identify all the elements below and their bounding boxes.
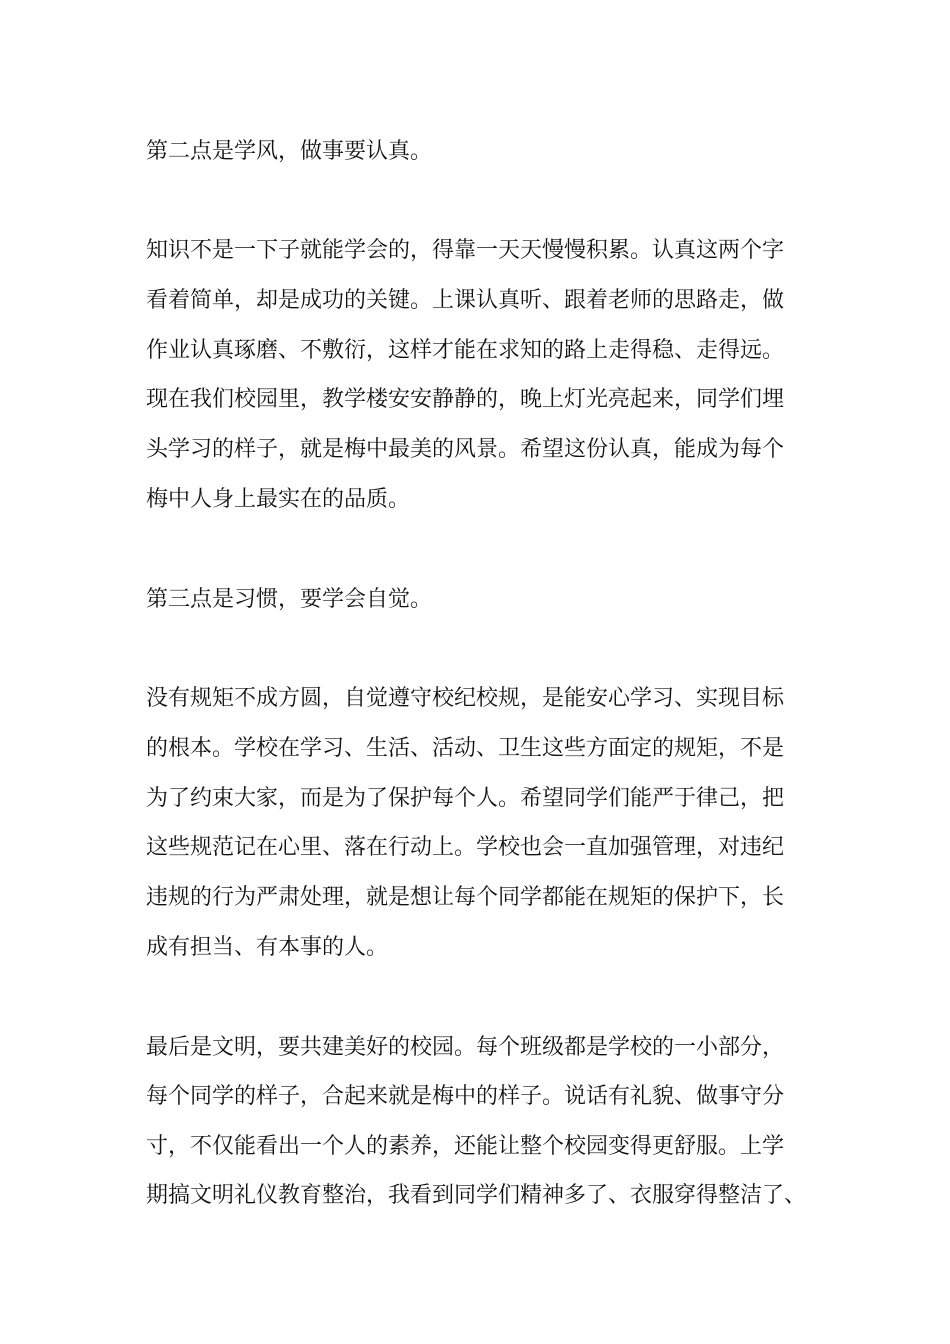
paragraph-2-line-4: 现在我们校园里，教学楼安安静静的，晚上灯光亮起来，同学们埋 [146, 387, 785, 412]
paragraph-4-line-2: 的根本。学校在学习、生活、活动、卫生这些方面定的规矩，不是 [146, 736, 785, 761]
paragraph-3-line-1: 第三点是习惯，要学会自觉。 [146, 587, 433, 612]
paragraph-5-line-4: 期搞文明礼仪教育整治，我看到同学们精神多了、衣服穿得整洁了、 [146, 1183, 807, 1208]
paragraph-4-line-6: 成有担当、有本事的人。 [146, 935, 389, 960]
paragraph-2-line-5: 头学习的样子，就是梅中最美的风景。希望这份认真，能成为每个 [146, 437, 785, 462]
paragraph-1-line-1: 第二点是学风，做事要认真。 [146, 139, 433, 164]
paragraph-5-line-2: 每个同学的样子，合起来就是梅中的样子。说话有礼貌、做事守分 [146, 1084, 785, 1109]
paragraph-2-line-2: 看着简单，却是成功的关键。上课认真听、跟着老师的思路走，做 [146, 288, 785, 313]
paragraph-4-line-3: 为了约束大家，而是为了保护每个人。希望同学们能严于律己，把 [146, 786, 785, 811]
paragraph-4-line-5: 违规的行为严肃处理，就是想让每个同学都能在规矩的保护下，长 [146, 885, 785, 910]
paragraph-5-line-1: 最后是文明，要共建美好的校园。每个班级都是学校的一小部分， [146, 1035, 785, 1060]
paragraph-4-line-1: 没有规矩不成方圆，自觉遵守校纪校规，是能安心学习、实现目标 [146, 686, 785, 711]
paragraph-2-line-1: 知识不是一下子就能学会的，得靠一天天慢慢积累。认真这两个字 [146, 238, 785, 263]
paragraph-2-line-6: 梅中人身上最实在的品质。 [146, 487, 411, 512]
paragraph-2-line-3: 作业认真琢磨、不敷衍，这样才能在求知的路上走得稳、走得远。 [146, 338, 785, 363]
paragraph-5-line-3: 寸，不仅能看出一个人的素养，还能让整个校园变得更舒服。上学 [146, 1134, 785, 1159]
paragraph-4-line-4: 这些规范记在心里、落在行动上。学校也会一直加强管理，对违纪 [146, 835, 785, 860]
